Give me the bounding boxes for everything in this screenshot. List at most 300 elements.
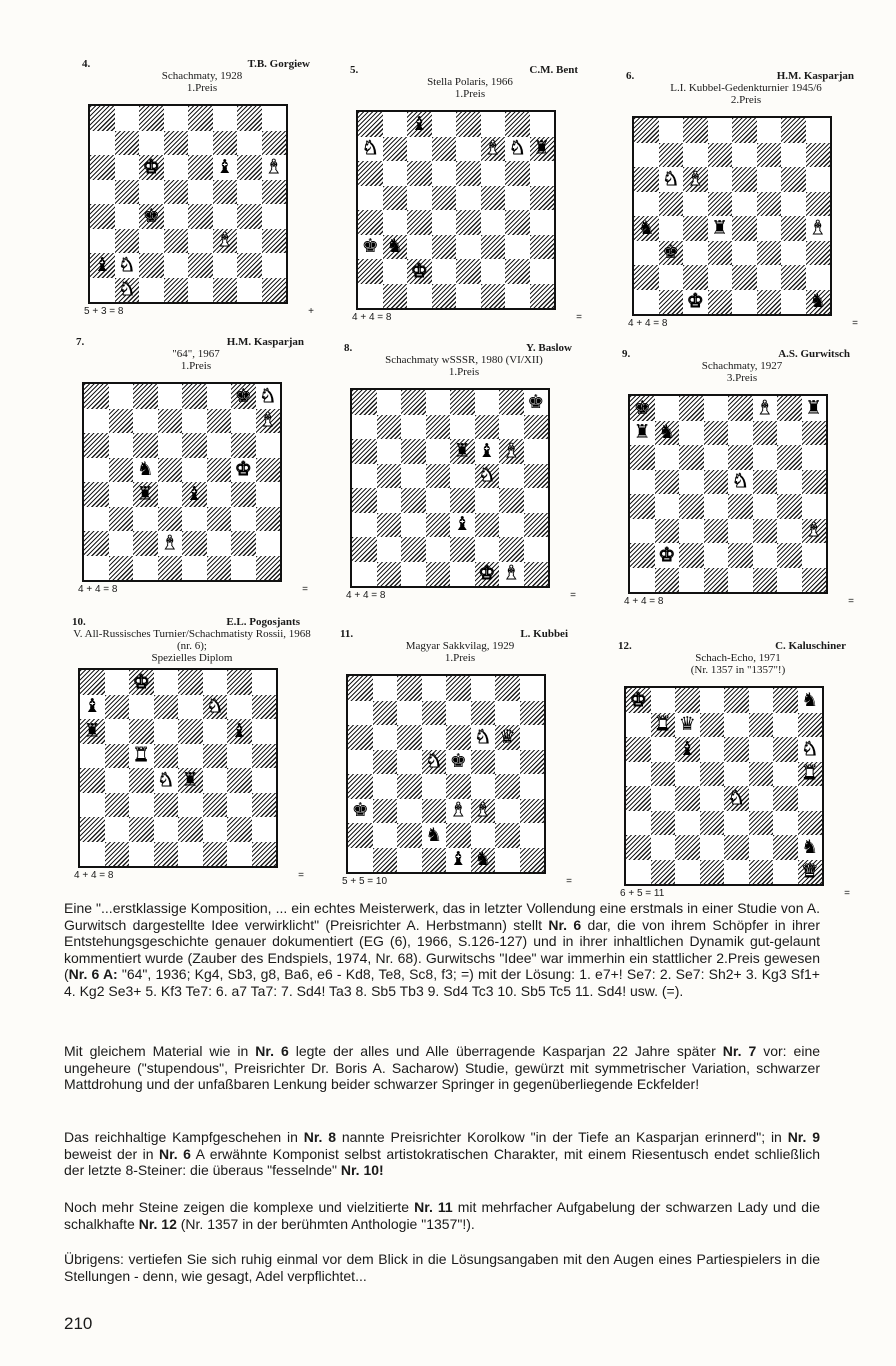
board-square	[700, 860, 725, 885]
board-square	[203, 670, 228, 695]
board-square	[471, 774, 496, 799]
board-square	[634, 290, 659, 315]
white-bishop-icon: ♝	[449, 799, 467, 822]
board-square	[407, 235, 432, 260]
board-square	[252, 768, 277, 793]
board-square	[777, 543, 802, 568]
board-square	[499, 390, 524, 415]
board-square	[753, 396, 778, 421]
black-rook-icon: ♜	[805, 396, 823, 419]
black-rook-icon: ♜	[453, 439, 471, 462]
board-square	[231, 482, 256, 507]
board-square	[252, 719, 277, 744]
board-square	[659, 216, 684, 241]
diagram-header	[82, 58, 322, 104]
board-square	[781, 290, 806, 315]
board-square	[728, 543, 753, 568]
diagram-number: 7.	[76, 336, 85, 348]
board-square	[475, 562, 500, 587]
board-square	[90, 131, 115, 156]
board-square	[90, 204, 115, 229]
white-bishop-icon: ♝	[502, 439, 520, 462]
board-square	[397, 848, 422, 873]
board-square	[358, 112, 383, 137]
board-square	[659, 167, 684, 192]
diagram-number: 8.	[344, 342, 353, 354]
board-square	[426, 464, 451, 489]
board-square	[158, 384, 183, 409]
board-square	[524, 390, 549, 415]
study-reference: Nr. 9	[787, 1129, 820, 1145]
board-square	[802, 470, 827, 495]
board-square	[471, 799, 496, 824]
black-knight-icon: ♞	[386, 235, 404, 258]
diagram-source: Magyar Sakkvilag, 1929	[405, 640, 515, 652]
board-square	[450, 415, 475, 440]
board-square	[634, 265, 659, 290]
board-square	[352, 464, 377, 489]
board-square	[352, 415, 377, 440]
board-square	[397, 750, 422, 775]
board-square	[182, 458, 207, 483]
study-result: =	[566, 876, 572, 887]
board-square	[80, 793, 105, 818]
piece-count: 4 + 4 = 8	[352, 312, 392, 323]
black-bishop-icon: ♝	[478, 439, 496, 462]
board-square	[446, 799, 471, 824]
study-result: =	[852, 318, 858, 329]
study-result: =	[302, 584, 308, 595]
board-square	[679, 421, 704, 446]
board-square	[80, 744, 105, 769]
board-square	[446, 823, 471, 848]
diagram-footer	[72, 870, 312, 884]
paragraph: Das reichhaltige Kampfgeschehen in Nr. 8 nannte Preisrichter Korolkow "in der Tiefe an Kasparjan erinnerd"; in Nr. 9 beweist der in Nr. 6 A erwähnte Komponist selbst artistokratischen Charakter, mit einem Riesentusch endet schließlich der letzte 8-Steiner: die überaus "fesselnde" Nr. 10!	[64, 1129, 820, 1178]
board-square	[753, 543, 778, 568]
diagram-header	[626, 70, 866, 116]
board-square	[348, 823, 373, 848]
board-square	[634, 241, 659, 266]
board-square	[630, 421, 655, 446]
board-square	[358, 161, 383, 186]
board-square	[426, 390, 451, 415]
study-result: =	[298, 870, 304, 881]
board-square	[704, 396, 729, 421]
board-square	[377, 488, 402, 513]
board-square	[231, 433, 256, 458]
board-square	[348, 799, 373, 824]
board-square	[115, 180, 140, 205]
diagram	[82, 58, 322, 320]
board-square	[495, 701, 520, 726]
board-square	[728, 568, 753, 593]
paragraph: Übrigens: vertiefen Sie sich ruhig einmal vor dem Blick in die Lösungsangaben mit den Augen eines Partiespielers in die Stellungen - denn, wie gesagt, Adel verpflichtet...	[64, 1251, 820, 1284]
board-square	[704, 568, 729, 593]
diagram	[340, 628, 580, 890]
chess-board	[356, 110, 556, 310]
board-square	[178, 842, 203, 867]
board-square	[798, 688, 823, 713]
board-square	[182, 384, 207, 409]
diagram-author: L. Kubbei	[520, 628, 568, 640]
board-square	[358, 137, 383, 162]
board-square	[626, 737, 651, 762]
board-square	[626, 860, 651, 885]
board-square	[456, 186, 481, 211]
board-square	[207, 409, 232, 434]
board-square	[802, 396, 827, 421]
board-square	[422, 799, 447, 824]
board-square	[90, 180, 115, 205]
board-square	[377, 562, 402, 587]
board-square	[446, 676, 471, 701]
board-square	[401, 439, 426, 464]
board-square	[213, 155, 238, 180]
board-square	[397, 799, 422, 824]
board-square	[530, 259, 555, 284]
board-square	[252, 695, 277, 720]
board-square	[700, 786, 725, 811]
board-square	[401, 562, 426, 587]
board-square	[732, 290, 757, 315]
board-square	[401, 513, 426, 538]
board-square	[520, 676, 545, 701]
diagram-footer	[340, 876, 580, 890]
board-square	[358, 186, 383, 211]
board-square	[207, 458, 232, 483]
board-square	[139, 180, 164, 205]
black-king-icon: ♚	[662, 241, 680, 264]
board-square	[773, 811, 798, 836]
study-reference: Nr. 10!	[340, 1162, 384, 1178]
board-square	[252, 670, 277, 695]
board-square	[675, 688, 700, 713]
board-square	[505, 186, 530, 211]
board-square	[471, 750, 496, 775]
board-square	[700, 713, 725, 738]
board-square	[109, 482, 134, 507]
board-square	[203, 744, 228, 769]
board-square	[630, 470, 655, 495]
board-square	[724, 713, 749, 738]
board-square	[256, 384, 281, 409]
board-square	[450, 488, 475, 513]
board-square	[679, 568, 704, 593]
board-square	[407, 186, 432, 211]
board-square	[188, 253, 213, 278]
board-square	[753, 494, 778, 519]
board-square	[757, 167, 782, 192]
board-square	[798, 860, 823, 885]
board-square	[704, 519, 729, 544]
board-square	[456, 210, 481, 235]
diagram-award: (Nr. 1357 in "1357"!)	[690, 664, 786, 676]
board-square	[724, 762, 749, 787]
board-square	[227, 793, 252, 818]
board-square	[182, 531, 207, 556]
white-king-icon: ♚	[629, 688, 647, 711]
board-square	[207, 531, 232, 556]
board-square	[806, 290, 831, 315]
board-square	[352, 488, 377, 513]
board-square	[373, 750, 398, 775]
paragraph: Noch mehr Steine zeigen die komplexe und vielzitierte Nr. 11 mit mehrfacher Aufgabelung der schwarzen Lady und die schalkhafte Nr. 12 (Nr. 1357 in der berühmten Anthologie "1357"!).	[64, 1199, 820, 1232]
board-square	[626, 835, 651, 860]
board-square	[203, 817, 228, 842]
board-square	[105, 670, 130, 695]
board-square	[456, 137, 481, 162]
board-square	[348, 848, 373, 873]
board-square	[237, 278, 262, 303]
black-rook-icon: ♜	[533, 137, 551, 160]
chess-board	[624, 686, 824, 886]
chess-board	[632, 116, 832, 316]
chess-board	[82, 382, 282, 582]
board-square	[777, 396, 802, 421]
diagram-header	[350, 64, 590, 110]
chess-board	[350, 388, 550, 588]
diagram-source: L.I. Kubbel-Gedenkturnier 1945/6	[670, 82, 822, 94]
diagram-number: 12.	[618, 640, 632, 652]
board-square	[105, 793, 130, 818]
board-square	[732, 216, 757, 241]
diagram-award: 2.Preis	[730, 94, 762, 106]
board-square	[651, 835, 676, 860]
board-square	[675, 762, 700, 787]
board-square	[481, 186, 506, 211]
black-rook-icon: ♜	[633, 421, 651, 444]
board-square	[129, 817, 154, 842]
board-square	[499, 439, 524, 464]
board-square	[773, 762, 798, 787]
board-square	[530, 284, 555, 309]
board-square	[164, 278, 189, 303]
board-square	[655, 421, 680, 446]
study-result: =	[848, 596, 854, 607]
board-square	[749, 713, 774, 738]
board-square	[626, 762, 651, 787]
board-square	[164, 229, 189, 254]
board-square	[105, 695, 130, 720]
white-king-icon: ♚	[478, 562, 496, 585]
board-square	[348, 774, 373, 799]
white-bishop-icon: ♝	[502, 562, 520, 585]
board-square	[109, 409, 134, 434]
board-square	[383, 210, 408, 235]
white-knight-icon: ♞	[508, 137, 526, 160]
board-square	[422, 848, 447, 873]
board-square	[675, 713, 700, 738]
board-square	[655, 543, 680, 568]
diagram-award: 1.Preis	[180, 360, 212, 372]
board-square	[227, 768, 252, 793]
board-square	[520, 774, 545, 799]
board-square	[164, 106, 189, 131]
board-square	[252, 744, 277, 769]
board-square	[348, 676, 373, 701]
study-result: =	[570, 590, 576, 601]
board-square	[708, 241, 733, 266]
study-reference: Nr. 6	[548, 916, 582, 933]
board-square	[773, 737, 798, 762]
board-square	[456, 284, 481, 309]
board-square	[683, 118, 708, 143]
white-bishop-icon: ♝	[756, 396, 774, 419]
board-square	[139, 155, 164, 180]
board-square	[630, 445, 655, 470]
board-square	[505, 284, 530, 309]
black-king-icon: ♚	[142, 204, 160, 227]
board-square	[777, 445, 802, 470]
board-square	[634, 143, 659, 168]
diagram-author: E.L. Pogosjants	[226, 616, 300, 628]
board-square	[475, 439, 500, 464]
board-square	[84, 409, 109, 434]
board-square	[530, 112, 555, 137]
black-king-icon: ♚	[361, 235, 379, 258]
board-square	[129, 768, 154, 793]
diagram-footer	[350, 312, 590, 326]
board-square	[105, 842, 130, 867]
board-square	[524, 513, 549, 538]
board-square	[505, 137, 530, 162]
board-square	[158, 458, 183, 483]
black-bishop-icon: ♝	[678, 737, 696, 760]
board-square	[446, 701, 471, 726]
board-square	[115, 229, 140, 254]
board-square	[781, 241, 806, 266]
board-square	[383, 259, 408, 284]
board-square	[158, 507, 183, 532]
piece-count: 5 + 5 = 10	[342, 876, 388, 887]
board-square	[450, 513, 475, 538]
board-square	[80, 670, 105, 695]
board-square	[432, 137, 457, 162]
board-square	[262, 106, 287, 131]
study-reference: Nr. 12	[138, 1215, 177, 1232]
board-square	[227, 670, 252, 695]
diagram-footer	[344, 590, 584, 604]
board-square	[728, 445, 753, 470]
board-square	[178, 768, 203, 793]
board-square	[133, 507, 158, 532]
board-square	[203, 719, 228, 744]
board-square	[154, 744, 179, 769]
board-square	[373, 676, 398, 701]
board-square	[383, 137, 408, 162]
white-knight-icon: ♞	[478, 464, 496, 487]
board-square	[188, 180, 213, 205]
board-square	[158, 409, 183, 434]
board-square	[704, 445, 729, 470]
board-square	[781, 192, 806, 217]
board-square	[80, 768, 105, 793]
board-square	[401, 415, 426, 440]
board-square	[383, 112, 408, 137]
board-square	[806, 241, 831, 266]
board-square	[188, 131, 213, 156]
black-knight-icon: ♞	[658, 421, 676, 444]
board-square	[158, 433, 183, 458]
board-square	[373, 848, 398, 873]
white-knight-icon: ♞	[801, 737, 819, 760]
board-square	[524, 537, 549, 562]
board-square	[757, 143, 782, 168]
diagram-footer	[76, 584, 316, 598]
board-square	[432, 161, 457, 186]
board-square	[154, 719, 179, 744]
board-square	[231, 384, 256, 409]
board-square	[129, 744, 154, 769]
board-square	[651, 713, 676, 738]
board-square	[358, 235, 383, 260]
white-knight-icon: ♞	[731, 470, 749, 493]
board-square	[129, 719, 154, 744]
diagram	[344, 342, 584, 604]
board-square	[158, 556, 183, 581]
board-square	[505, 235, 530, 260]
board-square	[524, 464, 549, 489]
diagram	[72, 616, 312, 884]
board-square	[203, 695, 228, 720]
board-square	[377, 537, 402, 562]
board-square	[182, 433, 207, 458]
diagram-author: C. Kaluschiner	[775, 640, 846, 652]
board-square	[626, 811, 651, 836]
board-square	[373, 823, 398, 848]
study-reference: Nr. 6	[159, 1145, 191, 1162]
paragraph: Eine "...erstklassige Komposition, ... ein echtes Meisterwerk, das in letzter Vollendung eine erstmals in einer Studie von A. Gurwitsch dargestellte Idee verwirklicht" (Preisrichter A. Herbstmann) stellt Nr. 6 dar, die von ihrem Schöpfer in ihrer Entstehungsgeschichte genauer dokumentiert (EG (6), 1966, S.126-127) und in ihrer inhaltlichen Dynamik gut-gelaunt kommentiert wurde (Zauber des Endspiels, 1974, Nr. 68). Gurwitschs "Idee" war immerhin ein stattlicher 2.Preis gewesen (Nr. 6 A: "64", 1936; Kg4, Sb3, g8, Ba6, e6 - Kd8, Te8, Sc8, f3; =) mit der Lösung: 1. e7+! Se7: 2. Se7: Sh2+ 3. Kg3 Sf1+ 4. Kg2 Se3+ 5. Kf3 Te7: 6. a7 Ta7: 7. Sd4! Ta3 8. Sb5 Tb3 9. Sd4 Tc3 10. Sb5 Tc5 11. Sd4! usw. (=).	[64, 900, 820, 999]
board-square	[773, 713, 798, 738]
board-square	[683, 192, 708, 217]
board-square	[115, 106, 140, 131]
board-square	[80, 719, 105, 744]
board-square	[373, 774, 398, 799]
board-square	[679, 470, 704, 495]
board-square	[675, 811, 700, 836]
board-square	[213, 278, 238, 303]
black-knight-icon: ♞	[637, 216, 655, 239]
board-square	[753, 568, 778, 593]
board-square	[352, 562, 377, 587]
board-square	[377, 390, 402, 415]
board-square	[659, 265, 684, 290]
board-square	[481, 112, 506, 137]
black-knight-icon: ♞	[801, 835, 819, 858]
board-square	[520, 750, 545, 775]
board-square	[753, 445, 778, 470]
board-square	[708, 290, 733, 315]
board-square	[456, 161, 481, 186]
board-square	[105, 817, 130, 842]
black-knight-icon: ♞	[136, 458, 154, 481]
board-square	[352, 439, 377, 464]
board-square	[84, 507, 109, 532]
board-square	[207, 556, 232, 581]
board-square	[777, 494, 802, 519]
board-square	[471, 848, 496, 873]
board-square	[256, 409, 281, 434]
board-square	[530, 235, 555, 260]
board-square	[231, 507, 256, 532]
board-square	[700, 688, 725, 713]
white-bishop-icon: ♝	[484, 137, 502, 160]
board-square	[704, 470, 729, 495]
board-square	[401, 537, 426, 562]
board-square	[798, 713, 823, 738]
board-square	[262, 131, 287, 156]
black-queen-icon: ♛	[678, 713, 696, 736]
